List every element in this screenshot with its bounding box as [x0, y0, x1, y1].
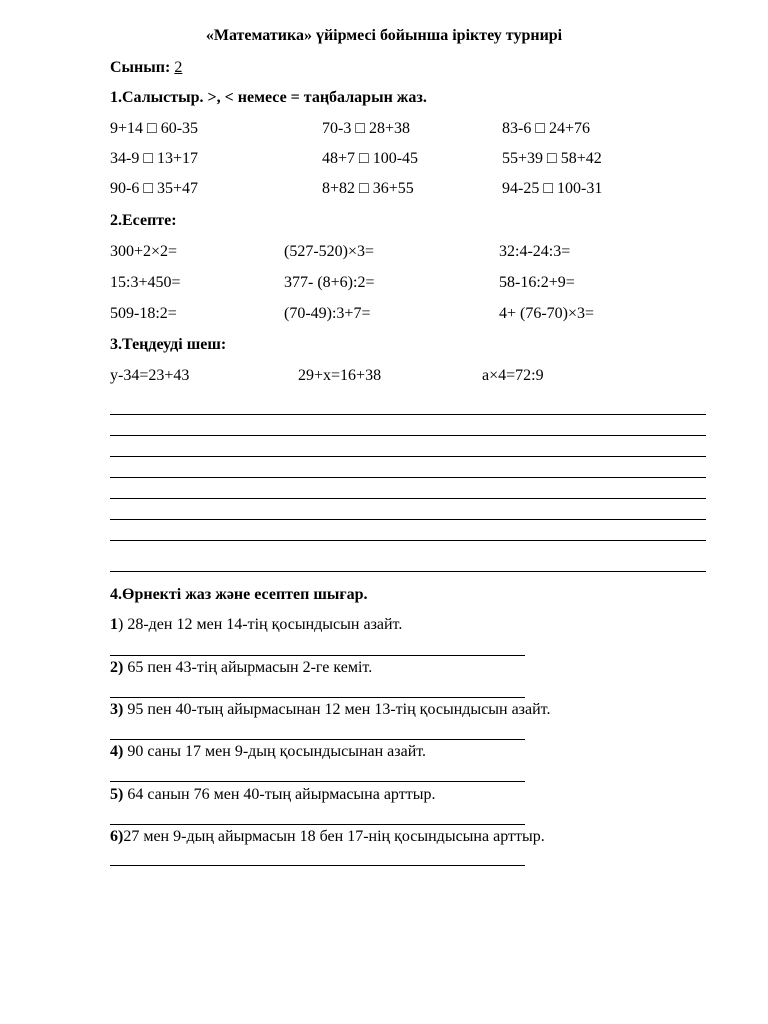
answer-line	[110, 456, 706, 457]
compare-item: 48+7 □ 100-45	[322, 150, 419, 167]
word-problem	[110, 658, 372, 678]
section4-heading: 4.Өрнекті жаз және есептеп шығар.	[110, 586, 368, 603]
class-label: Сынып:	[110, 59, 171, 76]
equation-item: а×4=72:9	[482, 367, 544, 384]
problem-number: 6)	[110, 828, 124, 845]
compare-item: 90-6 □ 35+47	[110, 180, 199, 197]
problem-number: 5)	[110, 786, 124, 803]
answer-line	[110, 739, 525, 740]
problem-text: 64 санын 76 мен 40-тың айырмасына арттыр.	[123, 786, 436, 803]
word-problem	[110, 785, 435, 805]
answer-line	[110, 571, 706, 572]
equation-item: 29+х=16+38	[298, 367, 382, 384]
calc-item: 58-16:2+9=	[499, 274, 575, 291]
answer-line	[110, 865, 525, 866]
calc-item: (70-49):3+7=	[284, 305, 371, 322]
equation-item: у-34=23+43	[110, 367, 190, 384]
problem-text: 90 саны 17 мен 9-дың қосындысынан азайт.	[123, 743, 427, 760]
answer-line	[110, 519, 706, 520]
calc-item: 4+ (76-70)×3=	[499, 305, 595, 322]
calc-item: 300+2×2=	[110, 243, 178, 260]
word-problem	[110, 700, 550, 720]
answer-line	[110, 540, 706, 541]
compare-item: 94-25 □ 100-31	[502, 180, 603, 197]
class-line	[110, 58, 182, 78]
answer-line	[110, 435, 706, 436]
page-title: «Математика» үйірмесі бойынша іріктеу турнирі	[205, 27, 563, 44]
compare-item: 55+39 □ 58+42	[502, 150, 602, 167]
problem-text: ) 28-ден 12 мен 14-тің қосындысын азайт.	[118, 616, 403, 633]
compare-item: 8+82 □ 36+55	[322, 180, 414, 197]
answer-line	[110, 414, 706, 415]
problem-text: 65 пен 43-тің айырмасын 2-ге кеміт.	[123, 659, 373, 676]
word-problem	[110, 827, 545, 847]
answer-line	[110, 781, 525, 782]
answer-line	[110, 498, 706, 499]
problem-number: 3)	[110, 701, 124, 718]
section1-heading: 1.Салыстыр. >, < немесе = таңбаларын жаз.	[110, 89, 427, 106]
word-problem	[110, 742, 426, 762]
problem-number: 4)	[110, 743, 124, 760]
compare-item: 83-6 □ 24+76	[502, 120, 591, 137]
calc-item: 377- (8+6):2=	[284, 274, 375, 291]
problem-number: 1	[110, 616, 118, 633]
class-value: 2	[174, 59, 183, 76]
answer-line	[110, 824, 525, 825]
answer-line	[110, 477, 706, 478]
word-problem	[110, 615, 402, 635]
calc-item: 15:3+450=	[110, 274, 181, 291]
problem-text: 27 мен 9-дың айырмасын 18 бен 17-нің қосындысына арттыр.	[123, 828, 545, 845]
compare-item: 34-9 □ 13+17	[110, 150, 199, 167]
compare-item: 70-3 □ 28+38	[322, 120, 411, 137]
calc-item: 32:4-24:3=	[499, 243, 571, 260]
compare-item: 9+14 □ 60-35	[110, 120, 199, 137]
section3-heading: 3.Теңдеуді шеш:	[110, 336, 227, 353]
section2-heading: 2.Есепте:	[110, 212, 177, 229]
answer-line	[110, 655, 525, 656]
calc-item: (527-520)×3=	[284, 243, 375, 260]
problem-text: 95 пен 40-тың айырмасынан 12 мен 13-тің қосындысын азайт.	[123, 701, 551, 718]
calc-item: 509-18:2=	[110, 305, 177, 322]
answer-line	[110, 697, 525, 698]
problem-number: 2)	[110, 659, 124, 676]
